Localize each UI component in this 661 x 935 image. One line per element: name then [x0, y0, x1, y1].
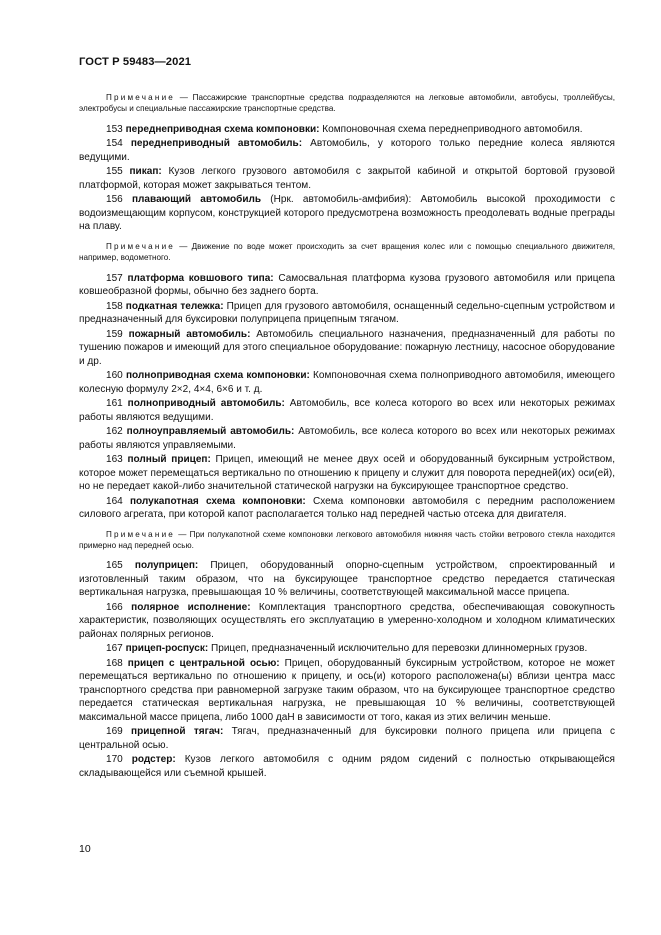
term-entry	[79, 193, 615, 234]
term-number: 158	[106, 300, 123, 312]
term-definition: Автомобиль, все колеса которого во всех или некоторых режимах работы являются управляемыми.	[79, 426, 615, 451]
term-name: прицеп-роспуск:	[125, 643, 209, 655]
note-text: — При полукапотной схеме компоновки легкового автомобиля нижняя часть стойки ветрового стекла находится примерно над передней осью.	[79, 529, 615, 551]
term-name: полярное исполнение:	[131, 601, 251, 613]
term-name: полноприводный автомобиль:	[127, 398, 285, 410]
term-name: полноприводная схема компоновки:	[125, 370, 310, 382]
term-name: пикап:	[129, 166, 162, 178]
term-entry	[79, 453, 615, 494]
term-name: полукапотная схема компоновки:	[129, 495, 306, 507]
term-name: полноуправляемый автомобиль:	[126, 426, 295, 438]
term-entry	[79, 165, 615, 192]
term-number: 168	[106, 657, 123, 669]
term-definition: Прицеп для грузового автомобиля, оснащенный седельно-сцепным устройством и предназначенный для буксировки полуприцепа прицепным тягачом.	[79, 300, 615, 326]
term-entry	[79, 657, 615, 725]
term-definition: Комплектация транспортного средства, обеспечивающая совокупность характеристик, позволяющих осуществлять его эксплуатацию в умеренно-холодном и холодном климатических районах полярных регионов.	[79, 601, 616, 640]
term-entry	[79, 123, 615, 137]
note-label: Примечание	[106, 93, 176, 102]
note-paragraph	[79, 241, 615, 264]
note-text: — Движение по воде может происходить за счет вращения колес или с помощью специального движителя, например, водометного.	[79, 241, 615, 263]
term-number: 162	[106, 426, 123, 438]
note-label: Примечание	[106, 529, 176, 539]
term-entry	[79, 328, 615, 369]
term-entry	[79, 272, 615, 299]
term-number: 170	[106, 754, 123, 766]
term-entry	[79, 397, 615, 424]
term-definition: Прицеп, оборудованный опорно-сцепным устройством, спроектированный и изготовленный таким образом, что на буксирующее транспортное средство передается статическая вертикальная нагрузка, превышающая 10 % величины, соответствующей максимальной массе прицепа.	[79, 560, 615, 599]
term-number: 165	[106, 560, 123, 572]
term-definition: Тягач, предназначенный для буксировки полного прицепа или прицепа с центральной осью.	[79, 726, 616, 751]
term-entry	[79, 601, 615, 642]
term-entry	[79, 559, 615, 600]
term-name: переднеприводный автомобиль:	[130, 138, 303, 150]
term-definition: Автомобиль, у которого только передние колеса являются ведущими.	[79, 138, 615, 163]
term-number: 166	[106, 601, 123, 613]
term-definition: Прицеп, имеющий не менее двух осей и оборудованный буксирным устройством, которое может перемещаться вертикально по отношению к прицепу и служит для поворота передней(их) оси(ей), но не передает какой-либо значительной статической нагрузки на буксирующее транспортное средство.	[79, 454, 615, 493]
term-name: платформа ковшового типа:	[127, 272, 274, 284]
term-entry	[79, 425, 615, 452]
term-number: 153	[106, 123, 123, 135]
note-text: — Пассажирские транспортные средства подразделяются на легковые автомобили, автобусы, троллейбусы, электробусы и специальные пассажирские транспортные средства.	[79, 93, 615, 114]
term-name: полуприцеп:	[134, 560, 199, 572]
term-name: подкатная тележка:	[125, 300, 224, 312]
term-name: пожарный автомобиль:	[128, 328, 251, 340]
note-label: Примечание	[106, 241, 176, 251]
term-number: 164	[106, 495, 123, 507]
term-definition: (Нрк. автомобиль-амфибия): Автомобиль высокой проходимости с водоизмещающим корпусом, конструкцией которого предусмотрена возможность преодолевать водные преграды на плаву.	[79, 194, 615, 233]
note-paragraph	[79, 529, 615, 552]
note-paragraph	[79, 92, 615, 115]
term-number: 163	[106, 454, 123, 466]
term-number: 161	[106, 398, 123, 410]
term-number: 160	[106, 370, 123, 382]
term-name: прицепной тягач:	[131, 726, 224, 738]
term-number: 167	[106, 643, 123, 655]
term-entry	[79, 300, 615, 327]
term-definition: Компоновочная схема полноприводного автомобиля, имеющего колесную формулу 2×2, 4×4, 6×6 и т. д.	[79, 370, 615, 395]
term-entry	[79, 137, 615, 164]
term-definition: Самосвальная платформа кузова грузового автомобиля или прицепа ковшеобразной формы, обычно без заднего борта.	[79, 272, 616, 298]
term-entry	[79, 369, 615, 396]
term-entry	[79, 753, 615, 780]
document-body	[79, 92, 615, 781]
term-name: плавающий автомобиль	[131, 194, 262, 206]
term-definition: Автомобиль специального назначения, предназначенный для работы по тушению пожаров и имеющий для этого специальное оборудование: пожарную лестницу, насосное оборудование и др.	[79, 328, 615, 367]
term-definition: Автомобиль, все колеса которого во всех или некоторых режимах работы являются ведущими.	[79, 398, 615, 423]
term-entry	[79, 642, 615, 656]
term-number: 169	[106, 726, 123, 738]
term-number: 156	[106, 194, 123, 206]
term-definition: Схема компоновки автомобиля с передним расположением силового агрегата, при которой капот располагается только над передней частью отсека для двигателя.	[79, 495, 615, 521]
document-header: ГОСТ Р 59483—2021	[79, 56, 192, 68]
term-definition: Прицеп, оборудованный буксирным устройством, которое не может перемещаться вертикально по отношению к прицепу, и ось(и) которого расположена(ы) вблизи центра масс транспортного средства при равномерной загрузке таким образом, что на буксирующее транспортное средство передается статическая вертикальная нагрузка, не превышающая 10 % величины, соответствующей максимальной массе прицепа, либо 1000 даН в зависимости от того, какая из этих величин меньше.	[79, 657, 615, 723]
term-name: полный прицеп:	[127, 454, 211, 466]
term-name: прицеп с центральной осью:	[127, 657, 280, 669]
term-definition: Прицеп, предназначенный исключительно для перевозки длинномерных грузов.	[208, 643, 588, 655]
page-number: 10	[79, 843, 91, 855]
term-number: 159	[106, 328, 123, 340]
term-definition: Кузов легкого автомобиля с одним рядом сидений с полностью открывающейся складывающейся или съемной крышей.	[79, 754, 615, 779]
term-name: переднеприводная схема компоновки:	[125, 123, 320, 135]
term-name: родстер:	[131, 754, 176, 766]
term-number: 155	[106, 166, 123, 178]
term-entry	[79, 495, 615, 522]
term-definition: Компоновочная схема переднеприводного автомобиля.	[319, 123, 583, 135]
term-number: 154	[106, 138, 123, 150]
term-number: 157	[106, 272, 123, 284]
term-entry	[79, 725, 615, 752]
term-definition: Кузов легкого грузового автомобиля с закрытой кабиной и открытой бортовой грузовой платформой, которая может закрываться тентом.	[79, 166, 615, 191]
